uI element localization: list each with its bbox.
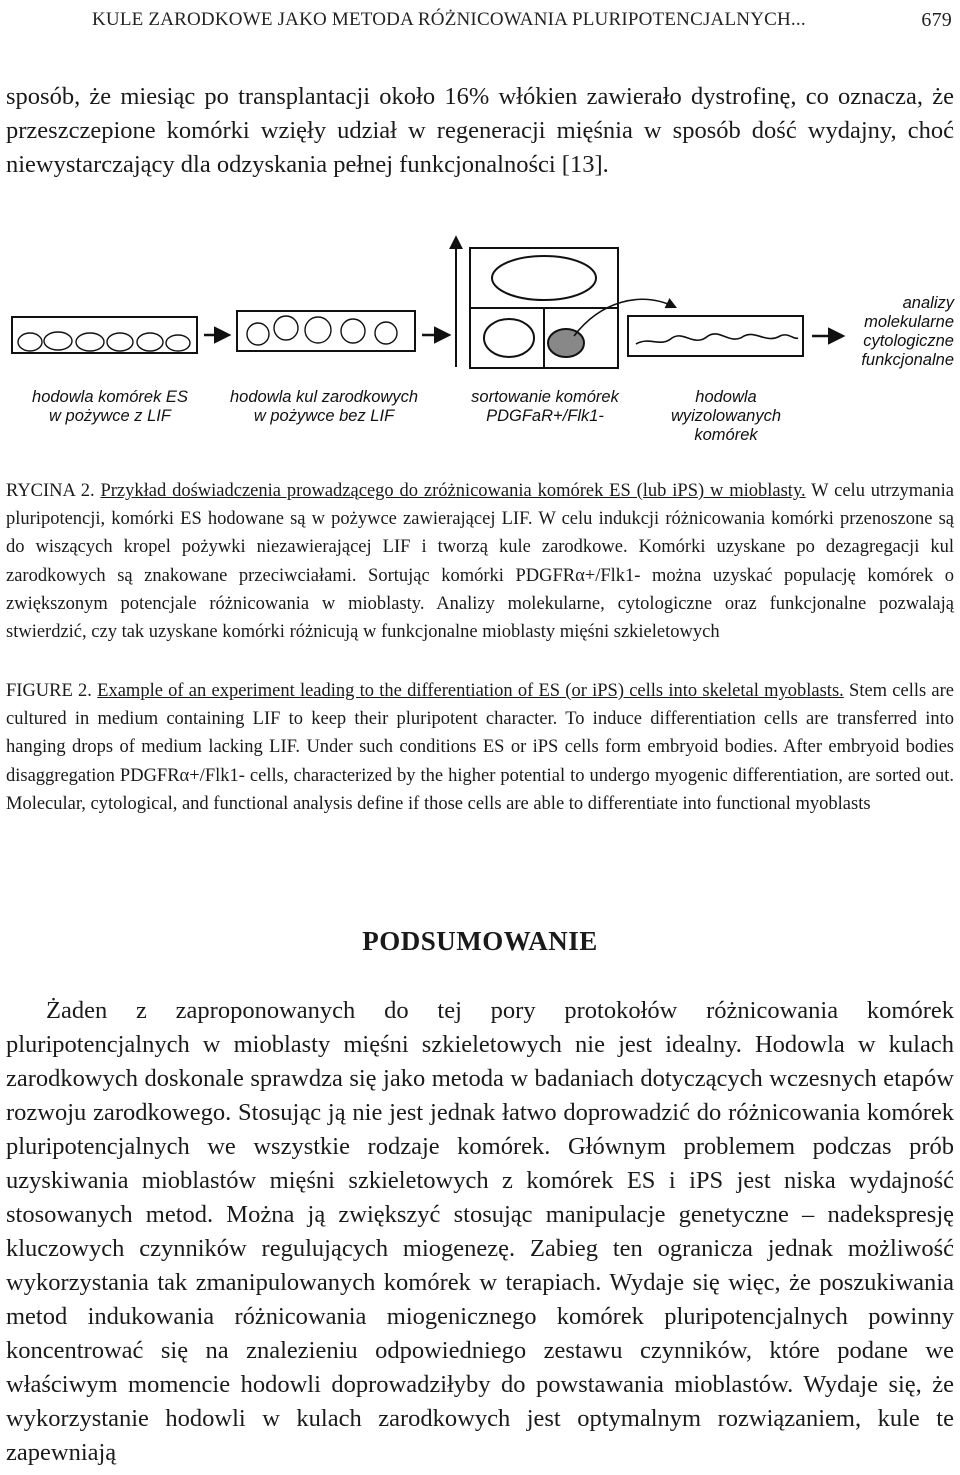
summary-text: Żaden z zaproponowanych do tej pory protokołów różnicowania komórek pluripotencjalnych w mioblasty mięśni szkieletowych nie jest idealny. Hodowla w kulach zarodkowych doskonale sprawdza się jako metoda w badaniach dotyczących wczesnych etapów rozwoju zarodkowego. Stosując ją nie jest jednak łatwo doprowadzić do różnicowania komórek pluripotencjalnych we wszystkie rodzaje komórek. Głównym problemem podczas prób uzyskiwania mioblastów mięśni szkieletowych z komórek ES i iPS jest niska wydajność stosowanych metod. Można ją zwiększyć stosując manipulacje genetyczne – nadekspresję kluczowych czynników regulujących miogenezę. Zabieg ten ogranicza jednak możliwość wykorzystania tak zmanipulowanych komórek w terapiach. Wydaje się więc, że poszukiwania metod indukowania różnicowania miogenicznego komórek pluripotencjalnych powinny koncentrować się na znalezieniu odpowiedniego zestawu czynników, które podane we właściwym momencie hodowli doprowadziłyby do powstawania mioblastów. Wydaje się, że wykorzystanie hodowli w kulach zarodkowych jest optymalnym rozwiązaniem, kule te zapewniają: [6, 997, 954, 1466]
sorting-plot: [456, 238, 618, 368]
section-heading: PODSUMOWANIE: [362, 926, 598, 956]
figure-diagram: [0, 232, 960, 464]
caption-polish: [6, 477, 954, 646]
caption-en-label: FIGURE 2.: [6, 681, 92, 701]
caption-pl-title: Przykład doświadczenia prowadzącego do zróżnicowania komórek ES (lub iPS) w mioblasty.: [100, 481, 806, 501]
label-step-1: hodowla komórek ES w pożywce z LIF: [32, 388, 188, 425]
running-title: KULE ZARODKOWE JAKO METODA RÓŻNICOWANIA PLURIPOTENCJALNYCH...: [92, 9, 806, 30]
caption-pl-label: RYCINA 2.: [6, 481, 95, 501]
caption-pl-text: W celu utrzymania pluripotencji, komórki ES hodowane są w pożywce zawierającej LIF. W celu indukcji różnicowania komórki przenoszone są do wiszących kropel pożywki niezawierającej LIF i tworzą kule zarodkowe. Komórki uzyskane po dezagregacji kul zarodkowych są znakowane przeciwciałami. Sortując komórki PDGFRα+/Flk1- można uzyskać populację komórek o zwiększonym potencjale różnicowania w mioblasty. Analizy molekularne, cytologiczne oraz funkcjonalne pozwalają stwierdzić, czy tak uzyskane komórki różnicują w funkcjonalne mioblasty mięśni szkieletowych: [6, 481, 955, 643]
summary-paragraph: [6, 994, 954, 1470]
label-step-3: sortowanie komórek PDGFaR+/Flk1-: [471, 388, 619, 425]
dish-embryoid-bodies: [237, 311, 415, 351]
label-analyses: analizy molekularne cytologiczne funkcjonalne: [861, 294, 954, 369]
page-number: 679: [921, 8, 952, 31]
label-step-4: hodowla wyizolowanych komórek: [670, 388, 782, 444]
intro-paragraph: sposób, że miesiąc po transplantacji około 16% włókien zawierało dystrofinę, co oznacza, że przeszczepione komórki wzięły udział w regeneracji mięśnia w sposób dość wydajny, choć niewystarczający dla odzyskania pełnej funkcjonalności [13].: [6, 83, 954, 178]
caption-en-title: Example of an experiment leading to the differentiation of ES (or iPS) cells into skeletal myoblasts.: [97, 681, 844, 701]
label-step-2: hodowla kul zarodkowych w pożywce bez LIF: [229, 388, 419, 425]
caption-english: [6, 677, 954, 818]
caption-en-text: Stem cells are cultured in medium containing LIF to keep their pluripotent character. To induce differentiation cells are transferred into hanging drops of medium lacking LIF. Under such conditions ES or iPS cells form embryoid bodies. After embryoid bodies disaggregation PDGFRα+/Flk1- cells, characterized by the higher potential to undergo myogenic differentiation, are sorted out. Molecular, cytological, and functional analysis define if those cells are able to differentiate into functional myoblasts: [6, 681, 955, 814]
dish-es-cells: [12, 317, 197, 353]
curved-arrow: [574, 299, 675, 336]
running-header: [92, 6, 952, 34]
dish-isolated-cells: [628, 316, 803, 356]
figure-svg: [0, 232, 960, 464]
